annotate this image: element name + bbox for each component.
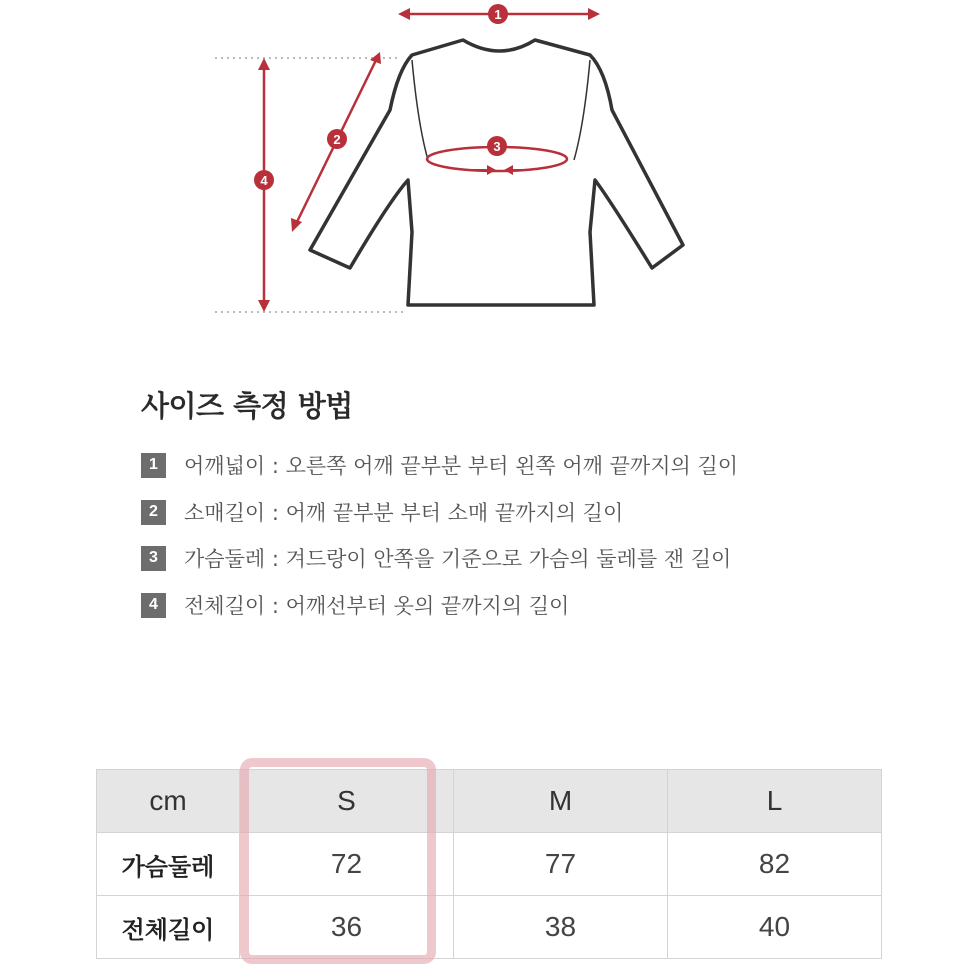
garment-measurement-diagram [0, 0, 980, 340]
guide-item-text: 가슴둘레 : 겨드랑이 안쪽을 기준으로 가슴의 둘레를 잰 길이 [184, 547, 732, 571]
guide-item-number: 4 [141, 593, 166, 618]
table-cell: 36 [240, 896, 454, 959]
table-header-row [97, 770, 882, 833]
guide-item [141, 592, 569, 618]
marker-1-label: 1 [494, 7, 502, 22]
table-cell: 72 [240, 833, 454, 896]
guide-item-text: 전체길이 : 어깨선부터 옷의 끝까지의 길이 [184, 594, 570, 618]
guide-item [141, 545, 731, 571]
table-cell: 77 [454, 833, 668, 896]
guide-item-text: 소매길이 : 어깨 끝부분 부터 소매 끝까지의 길이 [184, 501, 624, 525]
row-label-length: 전체길이 [97, 896, 240, 959]
guide-item-text: 어깨넓이 : 오른쪽 어깨 끝부분 부터 왼쪽 어깨 끝까지의 길이 [184, 454, 739, 478]
row-label-chest: 가슴둘레 [97, 833, 240, 896]
sleeve-arrowhead-bottom [291, 218, 302, 232]
marker-2-label: 2 [333, 132, 341, 147]
length-arrowhead-bottom [258, 300, 270, 312]
header-unit: cm [97, 770, 240, 833]
table-row [97, 896, 882, 959]
guide-title: 사이즈 측정 방법 [141, 389, 353, 423]
table-cell: 40 [668, 896, 882, 959]
marker-4-label: 4 [260, 173, 268, 188]
header-size-s: S [240, 770, 454, 833]
guide-item-number: 3 [141, 546, 166, 571]
guide-item [141, 499, 623, 525]
table-cell: 38 [454, 896, 668, 959]
shoulder-arrowhead-right [588, 8, 600, 20]
guide-item-number: 2 [141, 500, 166, 525]
marker-3-label: 3 [493, 139, 501, 154]
guide-item-number: 1 [141, 453, 166, 478]
guide-item [141, 452, 738, 478]
size-table [96, 769, 882, 959]
table-cell: 82 [668, 833, 882, 896]
header-size-m: M [454, 770, 668, 833]
shoulder-arrowhead-left [398, 8, 410, 20]
header-size-l: L [668, 770, 882, 833]
table-row [97, 833, 882, 896]
length-arrowhead-top [258, 58, 270, 70]
